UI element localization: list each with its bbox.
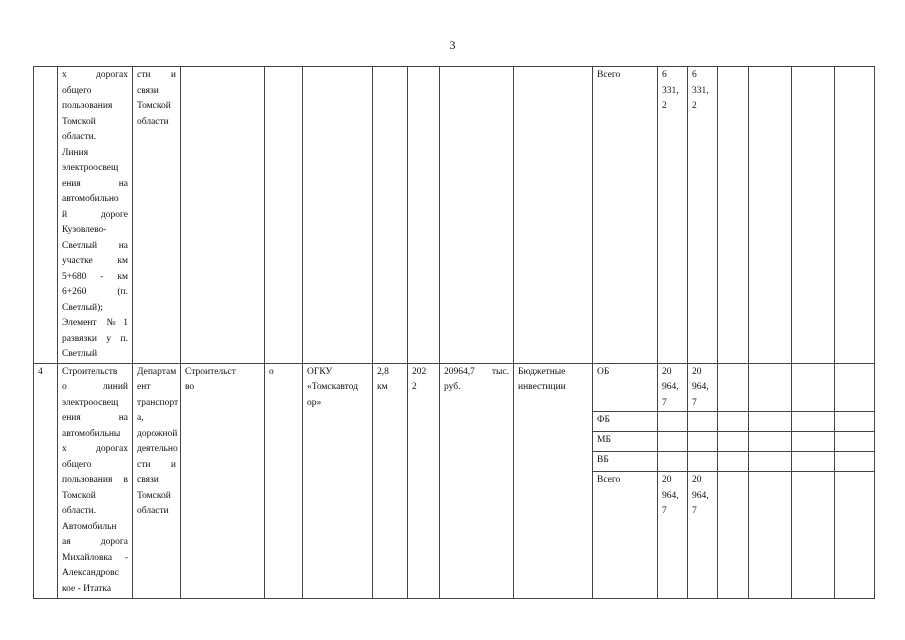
cell-text-line: автомобильны	[62, 428, 121, 439]
cell-value-1	[658, 67, 688, 364]
cell-text-line: 20	[692, 366, 702, 377]
cell-empty	[792, 412, 835, 432]
cell-text-line: 20	[692, 475, 702, 485]
cell-number: 4	[34, 363, 58, 599]
cell-text-line: ОГКУ	[307, 366, 333, 377]
cell-empty	[835, 452, 875, 472]
cell-text-line: 5+680 - км	[62, 271, 128, 282]
cell-text-line: а,	[137, 413, 144, 423]
cell-value-1	[658, 412, 688, 432]
cell-empty	[718, 67, 749, 364]
cell-text-line: сти и	[137, 70, 176, 80]
cell-empty	[718, 472, 749, 599]
cell-text-line: связи	[137, 475, 159, 485]
cell-text-line: 6	[662, 70, 667, 80]
cell-fin-source: Всего	[593, 67, 658, 364]
table-row	[34, 67, 875, 364]
cell-text-line: Светлый на	[62, 240, 128, 251]
cell-text-line: 2	[412, 382, 417, 392]
cell-text-line: й дороге	[62, 209, 128, 220]
cell-text-line: Автомобильн	[62, 521, 117, 532]
cell-organization	[133, 67, 181, 364]
cell-empty	[792, 472, 835, 599]
cell-organization	[133, 363, 181, 599]
cell-value-1	[658, 452, 688, 472]
cell-text-line: 964,	[662, 490, 679, 501]
cell-value-2	[688, 67, 718, 364]
cell-text-line: 331,	[692, 85, 709, 96]
cell-value-2	[688, 432, 718, 452]
cell-text-line: деятельно	[137, 444, 178, 454]
cell-empty	[749, 363, 792, 412]
cell-empty	[835, 472, 875, 599]
cell-empty	[718, 412, 749, 432]
cell-text-line: электроосвещ	[62, 163, 119, 173]
cell-empty	[835, 412, 875, 432]
cell-value-2	[688, 452, 718, 472]
cell-text-line: 7	[662, 506, 667, 516]
cell-text-line: пользования в	[62, 475, 128, 485]
cell-text-line: 331,	[662, 85, 679, 96]
cell-text-line: х дорогах	[62, 444, 128, 454]
cell-text-line: 2,8	[377, 366, 389, 377]
cell-empty	[749, 67, 792, 364]
cell-value-2	[688, 363, 718, 412]
cell-flag: о	[265, 363, 303, 599]
cell-text-line: ор»	[307, 397, 322, 408]
cell-text-line: 2	[662, 101, 667, 111]
cell-text-line: Линия	[62, 147, 89, 158]
budget-table	[33, 66, 875, 599]
cell-text-line: Александровс	[62, 568, 119, 578]
cell-text-line: во	[185, 382, 195, 392]
cell-text-line: ения на	[62, 178, 128, 189]
cell-text-line: 2	[692, 101, 697, 111]
cell-text-line: 7	[692, 506, 697, 516]
cell-empty	[749, 472, 792, 599]
cell-fin-source: МБ	[593, 432, 658, 452]
cell-text-line: Светлый	[62, 349, 98, 359]
cell-text-line: ая дорога	[62, 537, 128, 547]
cell-text-line: 6+260 (п.	[62, 287, 128, 297]
cell-flag	[265, 67, 303, 364]
cell-text-line: дорожной	[137, 428, 178, 439]
cell-text-line: электроосвещ	[62, 397, 119, 408]
cell-customer	[303, 67, 373, 364]
cell-text-line: инвестиции	[518, 382, 566, 392]
cell-text-line: области.	[62, 506, 97, 516]
cell-text-line: Михайловка -	[62, 552, 128, 563]
cell-text-line: сти и	[137, 459, 176, 470]
cell-empty	[718, 432, 749, 452]
cell-text-line: Элемент №1	[62, 318, 128, 328]
cell-work-type	[181, 363, 265, 599]
cell-number	[34, 67, 58, 364]
cell-value-2	[688, 412, 718, 432]
cell-text-line: автомобильно	[62, 194, 119, 204]
cell-text-line: Томской	[62, 116, 96, 127]
cell-text-line: области	[137, 116, 169, 127]
cell-empty	[835, 67, 875, 364]
cell-text-line: Томской	[137, 101, 171, 111]
cell-text-line: Бюджетные	[518, 366, 566, 377]
cell-text-line: 20	[662, 366, 672, 377]
cell-text-line: развязки у п.	[62, 333, 128, 344]
cell-text-line: о линий	[62, 382, 128, 392]
cell-text-line: связи	[137, 85, 159, 96]
cell-text-line: 964,	[662, 382, 679, 392]
cell-text-line: общего	[62, 85, 92, 96]
page-number: 3	[449, 38, 456, 52]
cell-text-line: ент	[137, 382, 151, 392]
cell-text-line: км	[377, 382, 388, 392]
cell-text-line: «Томскавтод	[307, 382, 358, 392]
cell-value-1	[658, 363, 688, 412]
cell-fin-source: ВБ	[593, 452, 658, 472]
cell-empty	[749, 452, 792, 472]
cell-year	[408, 67, 440, 364]
table-row	[34, 363, 875, 412]
cell-cost: 20964,7 тыс. руб.	[440, 363, 514, 599]
cell-empty	[718, 363, 749, 412]
cell-value-2	[688, 472, 718, 599]
cell-value-1	[658, 432, 688, 452]
cell-text-line: участке км	[62, 256, 128, 266]
cell-value-1	[658, 472, 688, 599]
cell-empty	[749, 412, 792, 432]
cell-text-line: х дорогах	[62, 70, 128, 80]
cell-fin-source: ФБ	[593, 412, 658, 432]
cell-text-line: 6	[692, 70, 697, 80]
cell-capacity	[373, 363, 408, 599]
cell-text-line: Кузовлево-	[62, 225, 107, 235]
cell-text-line: кое - Итатка	[62, 583, 112, 594]
cell-text-line: Светлый);	[62, 302, 103, 313]
cell-fin-source: Всего	[593, 472, 658, 599]
cell-work-type	[181, 67, 265, 364]
cell-text-line: Строительст	[185, 366, 236, 377]
cell-year	[408, 363, 440, 599]
cell-text-line: области.	[62, 132, 97, 142]
cell-empty	[792, 452, 835, 472]
cell-fund-type	[514, 67, 593, 364]
cell-cost	[440, 67, 514, 364]
cell-object-name	[58, 67, 133, 364]
cell-text-line: транспорт	[137, 397, 179, 408]
cell-text-line: Томской	[137, 490, 171, 501]
cell-text-line: 964,	[692, 490, 709, 501]
cell-text-line: Департам	[137, 366, 177, 377]
cell-text-line: 202	[412, 366, 427, 377]
cell-text-line: 7	[662, 397, 667, 408]
cell-empty	[792, 432, 835, 452]
cell-text-line: 7	[692, 397, 697, 408]
cell-text-line: Томской	[62, 490, 96, 501]
cell-text-line: 964,	[692, 382, 709, 392]
cell-empty	[835, 432, 875, 452]
cell-capacity	[373, 67, 408, 364]
cell-empty	[835, 363, 875, 412]
cell-fund-type	[514, 363, 593, 599]
cell-customer	[303, 363, 373, 599]
cell-object-name	[58, 363, 133, 599]
cell-empty	[718, 452, 749, 472]
cell-text-line: области	[137, 506, 169, 516]
cell-text-line: пользования	[62, 101, 113, 111]
cell-fin-source: ОБ	[593, 363, 658, 412]
cell-empty	[749, 432, 792, 452]
cell-empty	[792, 67, 835, 364]
cell-text-line: ения на	[62, 413, 128, 423]
cell-text-line: 20	[662, 475, 672, 485]
cell-text-line: Строительств	[62, 366, 118, 377]
cell-text-line: общего	[62, 459, 92, 470]
cell-empty	[792, 363, 835, 412]
